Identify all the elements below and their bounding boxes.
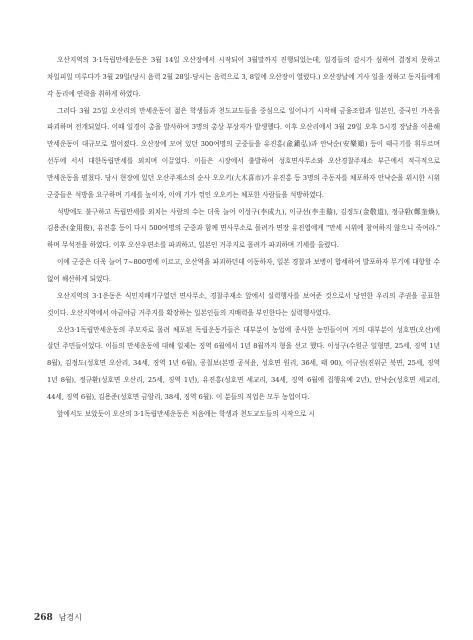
paragraph: 이에 군중은 더욱 늘어 7~800명에 이르고, 오산역을 파괴하던데 이동하자, 일본 경찰과 보병이 합세하여 발포하자 무기에 대항할 수 없어 해산하게 되었다. xyxy=(47,258,440,283)
paragraph: 오산지역의 3·1운동은 식민지배기구였던 면사무소, 경찰주재소 앞에서 실력행사를 보여준 것으로서 당연한 우리의 주권을 공표한 것이다. 오산지역에서 야금야금 거주지를 확장하는 일본인들의 지배력을 부인한다는 실력행사였다. xyxy=(47,291,440,317)
paragraph: 오산3·1독립만세운동의 주모자로 몰려 체포된 독립운동가들은 대부분이 농업에 종사한 농민들이며 거의 대부분이 성호면(오산)에 살던 주민들이었다. 이들의 만세운동에 대해 일제는 징역 6월에서 1년 8월까지 형을 선고 했다. 이성구(수원군 일형면, 25세, 징역 1년 8월), 김정도(성호면 오산리, 34세, 징역 1년 6월), 공칠보(본명 공석윤, 성호면 원리, 36세, 태 90), 이규선(진위군 북면, 25세, 징역 1년 8월), 정규환(성호면 오산리, 25세, 징역 1년), 유진홍(성호면 세교리, 34세, 징역 6월에 집행유예 2년), 안낙순(성호면 세교리, 44세, 징역 6월), 김용준(성호면 금암리, 38세, 징역 6월). 이 분들의 직업은 모두 농업이다. xyxy=(47,325,440,401)
paragraph: 그러다 3월 25일 오산리의 만세운동이 젊은 학생들과 천도교도들을 중심으로 일어나기 시작해 금융조합과 일본인, 중국인 가옥을 파괴하며 전개되었다. 이때 일경이 총을 발사하여 3명의 총상 부상자가 발생했다. 이후 오산리에서 3월 29일 오후 5시경 장날을 이용해 만세운동이 대규모로 벌어졌다. 오산장에 모여 있던 300여명의 군중들을 유진홍(兪鎭弘)과 안낙순(安樂順) 등이 태극기를 휘두르며 선두에 서서 대한독립만세를 외치며 이끌었다. 이들은 시장에서 출발하여 성호면사무소와 오산경찰주재소 부근에서 적극적으로 만세운동을 펼쳤다. 당시 현장에 있던 오산주재소의 순사 오오키(大木喜市)가 유진홍 등 3명의 주동자를 체포하자 안낙순을 위시한 시위 군중들은 석방을 요구하며 기세를 높이자, 이에 기가 꺾인 오오키는 체포한 사람들을 석방하였다. xyxy=(47,106,440,199)
paragraph: 앞에서도 보았듯이 오산의 3·1독립만세운동은 처음에는 학생과 천도교도들의 시작으로 시 xyxy=(57,409,315,418)
body-text xyxy=(47,52,440,423)
book-name: 남경시 xyxy=(58,613,82,622)
paragraph: 석방에도 불구하고 독립만세를 외치는 사람의 수는 더욱 늘어 이성구(李成九), 이규선(李圭璇), 김정도(金敬道), 정규환(鄭奎煥), 김용준(金用俊), 유진홍 등이 다시 500여명의 군중과 함께 면사무소로 몰려가 면장 유진엽에게 "만세 시위에 참여하지 않으니 죽여라." 하며 무석전을 하였다. 이후 오산우편소를 파괴하고, 일본인 거주지로 몰려가 파괴하며 기세를 올렸다. xyxy=(47,207,440,250)
page-footer xyxy=(34,612,82,623)
paragraph: 오산지역의 3·1독립만세운동은 3월 14일 오산장에서 시작되어 3월말까지 진행되었는데, 일경들의 감시가 심하여 결정치 못하고 차일피일 미루다가 3월 29일(당시 음력 2월 28일-당시는 음력으로 3, 8일에 오산장이 열렸다.) 오산장날에 거사 일을 정하고 동지들에게 각 동리에 연락을 취하게 하였다. xyxy=(47,56,440,98)
page-number: 268 xyxy=(34,613,53,623)
